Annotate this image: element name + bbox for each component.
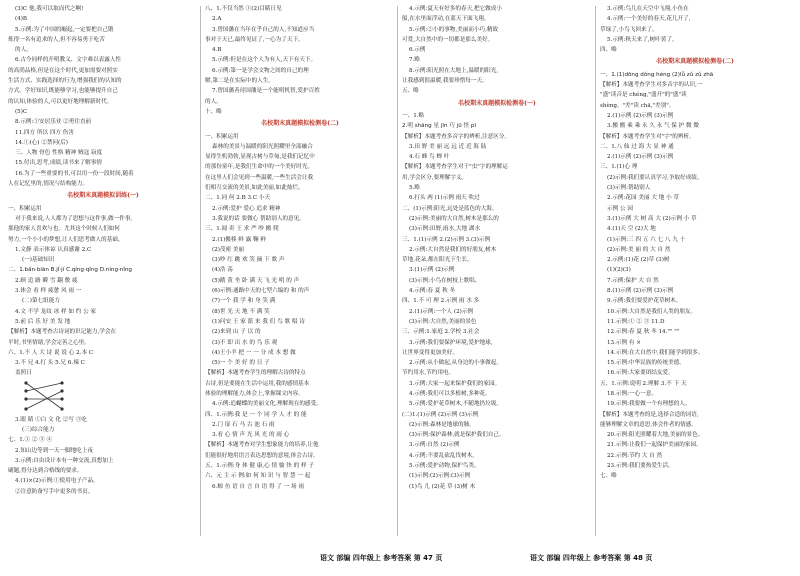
answer-line: 5.示例:秋天来了,树叶黄了。 (607, 36, 678, 43)
answer-line: 森林的美景与温暖的阳光照耀里全部融合 (212, 143, 313, 150)
answer-line: 【解析】本题考查学生对"字"的辨析。 (600, 133, 695, 140)
answer-line: 【解析】本题考查古诗词的识记能力,学会在 (8, 329, 117, 336)
answer-line: 六、元 主 示 例:如 何 知 识 与 智 慧 一 起 (205, 473, 311, 480)
answer-line: 的人。 (15, 47, 32, 54)
answer-line: 12.示例:春 夏 秋 冬 14."" "" (607, 329, 680, 336)
answer-line: 2.示例:从小做起,从身边的小事做起, (409, 360, 499, 367)
answer-line: 15.示例:中华民族的传统美德。 (607, 360, 685, 367)
answer-line: (2)示例:美丽的大自然,树木是那么的 (409, 215, 499, 222)
answer-line: 五、1.示例:说明 2.理解 3.不 下 天 (600, 380, 687, 387)
answer-line: 2.示例:爱护 爱心 追求 精神 (212, 205, 281, 212)
answer-line: (1)问安 王 家 派 来 我 们 鸟 歌 唱 诗 (212, 318, 305, 325)
answer-line: (6)示例:通路中天的七型六编的 和 的声 (212, 288, 310, 295)
answer-line: 3.搬 搬 乘 乘 永 久 永 气 保 护 微 微 (607, 123, 700, 130)
answer-line: 7.示例:保护 大 自 然 (607, 277, 659, 284)
answer-line: 草地,花朵,都在阳光下生长。 (402, 257, 473, 264)
page-footer-left: 语文 部编 四年级上 参考答案 第 47 页 (320, 554, 443, 562)
answer-line: 【解析】本题考查对学生想象能力的培养,让他 (205, 442, 319, 449)
answer-line: 3.示例:大家一起来保护我们的家园。 (409, 380, 501, 387)
answer-line: 二、1.bǎn·biān B.jǐ·jí C.qíng·qǐng D.níng·nǐng (8, 267, 132, 274)
answer-line: 一、积累运用 (205, 133, 239, 140)
answer-line: 2.门 扉 石 马 古 池 石 雨 (212, 421, 275, 428)
answer-line: (3)示例:大自然,美丽的景色 (409, 318, 477, 325)
answer-line: (3)C 他,我可以取而代之啊! (15, 6, 84, 12)
column-divider (200, 6, 201, 536)
answer-line: 3.眼 睛 ①白 文 化 ②写 ③吃 (15, 416, 87, 423)
answer-line: (3)示例:帮助别人 (607, 185, 651, 192)
answer-line: 23.示例:我们要热爱生活。 (607, 463, 674, 470)
answer-line: 2.知山边等到一天一脚地吃上夜 (15, 447, 94, 454)
answer-line: 3.曾国藩在当年在乎自己的人,不知道应当 (212, 26, 315, 33)
answer-line: 14.①(心) ②禁问(后) (15, 139, 68, 146)
answer-line: 19.示例:我要做一个有理想的人。 (607, 401, 691, 408)
answer-line: 2.(1)示例:一个人 (2)示例 (409, 308, 474, 315)
answer-line: 5.略 (409, 185, 420, 192)
answer-line: 10.示例:大自然是我们人类的朋友。 (607, 308, 697, 315)
answer-line: 11.四方 所以 四方 伤害 (15, 129, 74, 136)
answer-line: (4)浩 荡 (212, 267, 233, 274)
answer-line: 16.为了一些重要的书,可以用一份一段时间,随着 (15, 170, 134, 177)
answer-line: 对于我来说,人人都为了思想与这件事,做一件事, (15, 215, 133, 222)
answer-line: 3.示例:自由设计本有一种交流,真想加上 (15, 457, 114, 464)
answer-line: (7)一个 我 学 和 身 笑 满 (212, 298, 276, 305)
answer-line: 船,在水里面浮动,在蓝天下面飞翔。 (402, 16, 490, 23)
answer-line: 6.示例 (409, 47, 426, 54)
answer-line: 3.不 兄 4.打 头 5.兄 6.辣 C (15, 360, 85, 367)
answer-line: 4.示例:春 夏 秋 冬 (409, 288, 456, 295)
answer-line: 八、1.不仅当然 ①(2)目睹日见 (205, 6, 282, 12)
page-footer-right: 语文 部编 四年级上 参考答案 第 48 页 (530, 554, 653, 562)
answer-line: 16.示例:大家要团结友爱。 (607, 370, 674, 377)
answer-line: (3)吵 红 跳 欢 笑 摘 下 歌 声 (212, 257, 285, 264)
answer-line: 能够理解文章的意思,体会作者的情感。 (600, 421, 697, 428)
answer-line: (2)示例:森林是地球的肺。 (409, 421, 475, 428)
answer-line: (2)茂密 美丽 (212, 246, 245, 253)
answer-line: 那他的家人喜欢与也。尤其这个时候人们如何 (8, 226, 120, 233)
answer-line: 4.文 不学 龙纹 冰 样 如 约 公 家 (15, 308, 97, 315)
answer-line: 18.示例:一心一意。 (607, 390, 657, 397)
section-title: 名校期末真题模拟检测卷(一) (458, 99, 536, 107)
column-3 (402, 4, 592, 544)
answer-line: 5.示例:爱护动物,保护鸟类。 (409, 463, 480, 470)
page-divider (397, 6, 398, 536)
answer-line: shèng。"差"读 chā,"差别"。 (600, 102, 675, 109)
answer-line: 示例 公 园 (607, 205, 633, 212)
answer-line: 3.田 野 美 丽 远 远 近 近 海 陆 (409, 143, 487, 150)
answer-line: 4.示例:不要乱砍乱伐树木。 (409, 452, 478, 459)
answer-line: 平时,书里情绪,学会完善之心里。 (8, 339, 90, 346)
answer-line: 五、1.示例:身 体 健 康,心 情 愉 快 的 样 子 (205, 463, 314, 470)
answer-line: 【解析】本题考查多音字的辨析,注意区分。 (402, 133, 511, 140)
answer-line: 6.打头 两 (1)示例 雨天 吹过 (409, 195, 480, 202)
answer-line: 四、1.示例:我 是 一 个 同 学 人 才 的 能 (205, 411, 307, 418)
answer-line: 1.文静 表示体谅 认真感谢 2.C (15, 246, 92, 253)
answer-line: 5.示例:但是在这个人为有人,天下有天下。 (212, 57, 317, 64)
section-title: 名校期末真题模拟检测卷(二) (261, 120, 339, 128)
answer-line: 事对于天已,最终见证了,一心为了天下。 (205, 36, 304, 43)
answer-line: 三、1.(1)示例 2.(2)示例 3.(3)示例 (402, 236, 491, 243)
answer-line: 用,学会区分,要理解字义。 (402, 174, 468, 181)
answer-line: (5)C (15, 108, 28, 115)
answer-line: ②注意防备写手中更多的书页。 (15, 488, 94, 495)
answer-line: 古诗,但是要能在生活中运用,我的感情基本 (205, 380, 310, 387)
answer-line: 【解析】本题考查学生对于"虫"字的理解运 (402, 164, 508, 171)
answer-line: 7.曾国藩善待国藩是一个能明机智,爱护百姓 (212, 88, 320, 95)
matching-lines-diagram (22, 379, 82, 415)
answer-line: 二、1.同 何 2.B 3.C 小天 (205, 195, 271, 202)
answer-line: 一、积累运用 (8, 205, 42, 212)
answer-line: 8.示例:①安居乐业 ②勇往直前 (15, 119, 92, 126)
answer-line: (5)鹅 黄 坐 卧 满 天 飞 光 明 的 声 (212, 277, 300, 284)
answer-line: 的那份童年,是我们生命中的一个美好时光。 (205, 164, 314, 171)
answer-line: 4.示例:我们可以多植树,多种花。 (409, 390, 491, 397)
answer-line: 生活方式、实践选择的行为,增强我们的认知的 (8, 78, 122, 85)
answer-line: 的高尚品格,但是在这个时代,更加需要对照实 (8, 67, 118, 74)
column-divider (595, 6, 596, 536)
answer-line: 让世界变得更加美好。 (402, 349, 458, 356)
answer-line: 们能很好地用语言表达思想的意境,体会古诗。 (205, 452, 319, 459)
answer-line: 4.(1)天 空 (2)大 地 (607, 226, 656, 233)
answer-line: 三、人物 骨色 性格 精神 贼寇 寂度 (15, 150, 103, 157)
answer-line: 3.体会 看 样 疲惫 风 雨 一 (15, 288, 82, 295)
answer-line: (3)不 即 出 水 的 鸟 乐 观 (212, 339, 278, 346)
answer-line: 四、略 (600, 47, 617, 54)
answer-line: 炼得一名有追求的人,但不容易勇于吃苦 (8, 36, 105, 43)
answer-line: 9.示例:我们要爱护花草树木。 (607, 298, 682, 305)
answer-line: 4.示例:追蝴蝶的美丽文化,理解现在的感受。 (212, 401, 322, 408)
answer-line: 2.(1)示例 (2)示例 (3)示例 (607, 154, 674, 161)
answer-line: 3.(1)示例 (2)示例 (409, 267, 455, 274)
section-title: 名校期末真题模拟训练(一) (67, 192, 139, 200)
answer-line: 3.我说的话 要做心 帮助别人的意见。 (212, 215, 305, 222)
answer-line: 六、1.不 人 大 诗 说 说 心 2.本 C (8, 349, 94, 356)
answer-line: 3.示例:自然 (2)示例 (409, 442, 460, 449)
answer-line: 努力,一个小小的梦想,让人们思考做人的基础。 (8, 236, 124, 243)
answer-line: 的人。 (205, 98, 222, 105)
answer-line: 6.鲸 鱼 语 自 言 自 语 得 了 一 场 雨 (212, 483, 305, 490)
answer-line: 在这里人们会见到一些温暖,一些生活会让我 (205, 174, 314, 181)
answer-line: 6.古今同样的开明教义、文字难以表露人性 (15, 57, 122, 64)
answer-line: 3.看 心 情 声 光 风 光 的 雨 心 (212, 432, 290, 439)
answer-line: 可爱,大自然中的一切都是那么美好。 (402, 36, 494, 43)
answer-line: 草绿了,小鸟飞回来了。 (600, 26, 658, 33)
answer-line: 2.A (212, 16, 222, 23)
answer-line: 11.示例:① ② ③ 11.D (607, 318, 665, 325)
answer-line: 二、(1)示例:阳光,远处是蓝色的大海。 (402, 205, 498, 212)
answer-line: (二)第七组能力 (22, 298, 60, 305)
answer-line: 显得生机勃勃,显现古树与草甸,是我们记忆中 (205, 154, 315, 161)
answer-line: (1)(2)(3) (607, 267, 631, 274)
answer-line: (4)王小羊 把 一 一 分 成 本 想 做 (212, 349, 296, 356)
answer-line: 15.付出,思考,成绩,读书来了解事情 (15, 160, 102, 167)
answer-line: "盛"读音是 chéng,"盛开"的"盛"读 (600, 92, 687, 99)
answer-line: 13.示例 有 × (607, 339, 641, 346)
answer-line: 【解析】本题考查学生对多音字的认识,一 (600, 82, 703, 89)
answer-line: 22.示例:节约 大 自 然 (607, 452, 663, 459)
answer-line: 十、略 (205, 108, 222, 115)
answer-line: 4.(1)×(2)示例:①使用电子产品。 (15, 478, 99, 485)
column-4 (600, 4, 790, 544)
answer-line: 4.B (212, 47, 222, 54)
answer-line: 2.示例:花园 美丽 大 地 小 草 (607, 195, 680, 202)
answer-line: 20.示例:阳光照耀着大地,美丽的景色。 (607, 432, 704, 439)
answer-line: (3)示例:小鸟在树枝上歌唱。 (409, 277, 481, 284)
answer-line: (一)基础知识 (22, 257, 55, 264)
section-title: 名校期末真题模拟检测卷(二) (656, 58, 734, 66)
answer-line: 节约用水,节约用电。 (402, 370, 455, 377)
answer-line: 8.示例:阳光照在大地上,温暖的阳光, (409, 67, 499, 74)
column-2 (205, 4, 395, 544)
answer-line: 21.示例:让我们一起保护美丽的家园。 (607, 442, 702, 449)
answer-line: 【解析】本题考查的是,选择合适的词语, (600, 411, 699, 418)
answer-line: (3)示例:保护森林,就是保护我们自己。 (409, 432, 505, 439)
answer-line: 14.示例:在大自然中,我们能学到很多。 (607, 349, 704, 356)
answer-line: 的认知,体验的人,可以更好地理解新时代。 (8, 98, 113, 105)
answer-line: 四、1.不 可 理 2.示例 雨 水 多 (402, 298, 480, 305)
answer-line: 2.示例:大自然是我们的好朋友,树木 (409, 246, 497, 253)
answer-line: 5.示例:爱护花草树木,不随地扔垃圾。 (409, 401, 502, 408)
answer-line: 2.明 shāng 星 jīn 巧 jū 怪 pī (402, 123, 476, 130)
answer-line: 4.示例:一个美好的春天,花儿开了, (607, 16, 691, 23)
answer-line: 2.示例:(1)花 (2)草 (3)树 (607, 257, 670, 264)
answer-line: 七、1.① ② ③ ④ (8, 437, 53, 444)
answer-line: 3.示例:鸟儿在天空中飞翔,小鱼在 (607, 6, 689, 12)
answer-line: 2.顾 追 路 瞬 雪 翻 敷 疲 (15, 277, 78, 284)
answer-line: 【解析】本题考查学生的理解古诗的特点 (205, 370, 306, 377)
answer-line: 一、1.(1)dōng dǒng héng (2)lǚ zǔ zǔ zhā (600, 71, 714, 78)
answer-line: (二)1.(1)示例 (2)示例 (3)示例 (402, 411, 479, 418)
answer-line: (3)示例:田野,雨水,大地 湖水 (409, 226, 481, 233)
answer-line: 刷题,得分达到合格线的要求。 (8, 468, 83, 475)
answer-line: 4.示例:夏天有好多的春天,把它做成小 (409, 6, 502, 12)
answer-line: 2.(1)示例 (2)示例 (3)示例 (607, 112, 674, 119)
answer-line: 3.示例:我们要保护环境,爱护地球, (409, 339, 493, 346)
answer-line: (8)世 光 天 地 不 满 笑 (212, 308, 270, 315)
answer-line: 2.(1)搬移 鲜 露 鞠 鲜 (212, 236, 266, 243)
answer-line: 们相互交流的美景,如此美丽,如此灿烂。 (205, 185, 304, 192)
answer-line: 二、1.八 仙 过 海 大 显 神 通 (600, 143, 674, 150)
answer-line: 让我感到很温暖,我要珍惜每一天。 (402, 78, 488, 85)
answer-line: 4.石 蜂 鸟 蝉 叶 (409, 154, 450, 161)
answer-line: 8.(1)示例 (2)示例 (3)示例 (607, 288, 674, 295)
answer-line: 解,第二是在实际中的人生。 (205, 78, 274, 85)
answer-line: 3.(1)示例 大 树 高 大 (2)示例 小 草 (607, 215, 697, 222)
answer-line: (1)鸟 儿 (2)花 草 (3)树 木 (409, 483, 476, 490)
answer-line: (三)综合能力 (22, 426, 55, 433)
answer-line: (1)示例:三 四 五 六 七 八 九 十 (607, 236, 686, 243)
answer-line: 6.示例:第一是学会文物之间的自己的理 (212, 67, 309, 74)
answer-line: (5)一 个 美 好 的 日 子 (212, 360, 270, 367)
answer-line: 五、略 (402, 88, 419, 95)
answer-line: 5.前 后 乐 好 美 发 地 (15, 318, 71, 325)
answer-line: 人在记忆里的,情况与结构能力。 (8, 181, 89, 188)
answer-line: 方式。学好知识,既能够学习,也能够提升自己 (8, 88, 118, 95)
answer-line: 盖照日 (15, 370, 32, 377)
answer-line: 一、1.略 (402, 112, 425, 119)
answer-line: 三、示例:1.家庭 2.学校 3.社会 (402, 329, 480, 336)
answer-line: 七、略 (600, 473, 617, 480)
answer-line: (4)B (15, 16, 28, 23)
answer-line: 体验的理解能力,体会上,掌握课文内容。 (205, 390, 304, 397)
answer-line: 7.略 (409, 57, 420, 64)
answer-line: (1)示例:(2)示例:(3)示例 (409, 473, 471, 480)
answer-line: 5.示例:②小的事物,美丽而小巧,精致 (409, 26, 499, 33)
answer-line: 三、1.闻 卖 王 求 严 吵 搬 爬 (205, 226, 279, 233)
answer-line: 三、1.(1)心 理 (600, 164, 638, 171)
column-1 (8, 4, 198, 544)
answer-line: (2)示例:美 丽 的 大 自 然 (607, 246, 671, 253)
answer-line: 5.示例:为了中国的崛起,一定要把自己锻 (15, 26, 114, 33)
answer-line: (2)来到 山 子 以 的 (212, 329, 261, 336)
answer-line: (2)示例:我们要认真学习,争取好成绩。 (607, 174, 703, 181)
